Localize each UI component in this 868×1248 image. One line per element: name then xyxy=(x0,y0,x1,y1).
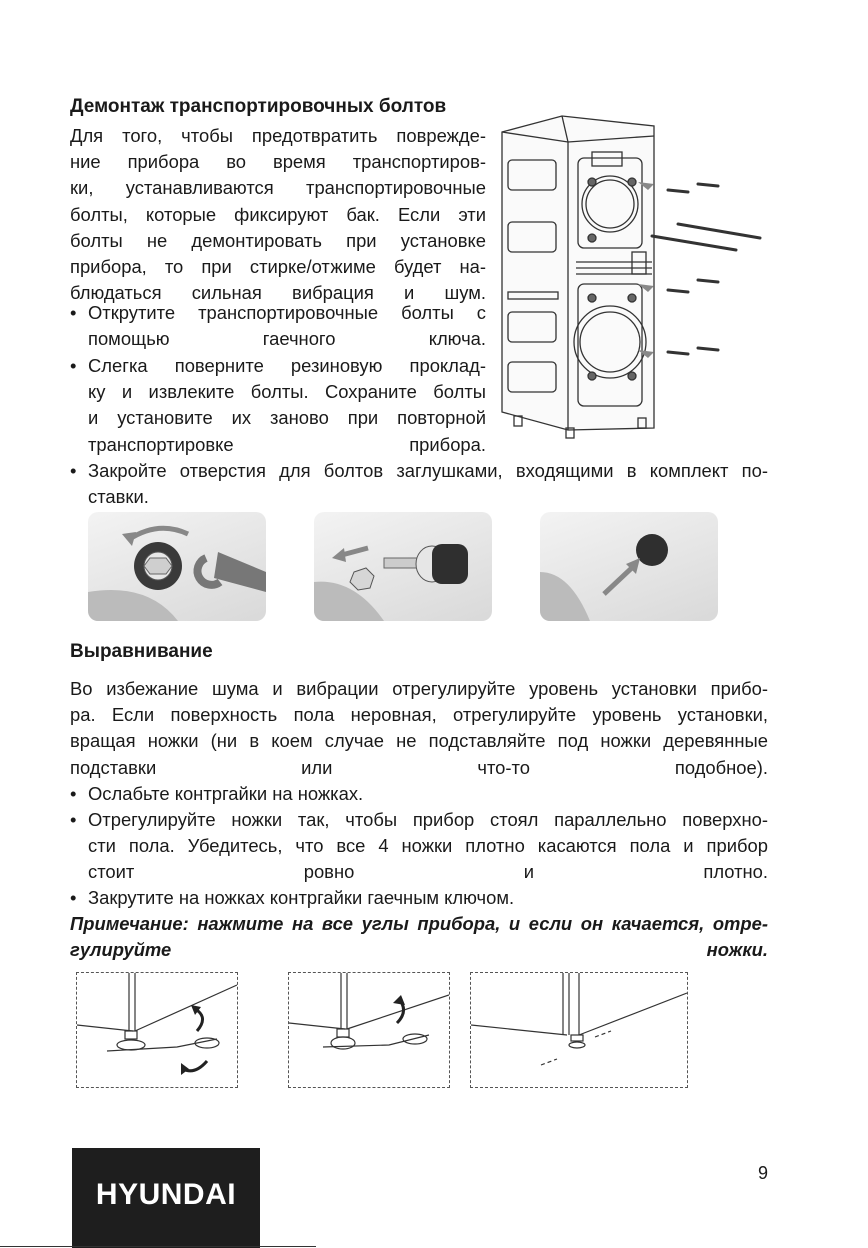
text-line: Ослабьте контргайки на ножках. xyxy=(88,783,364,804)
text-line: и установите их заново при повторной xyxy=(88,407,486,429)
text-line jl: блюдаться сильная вибрация и шум. xyxy=(70,282,486,304)
diagram-loosen-nut xyxy=(76,972,238,1088)
text-line: Закройте отверстия для болтов заглушками, входящими в комплект по- xyxy=(88,460,768,481)
bullet-item-loosen xyxy=(88,781,768,807)
text-line: прибора, то при стирке/отжиме будет на- xyxy=(70,256,486,278)
text-line: Слегка поверните резиновую проклад- xyxy=(88,355,486,376)
diagram-adjust-foot xyxy=(288,972,450,1088)
bullet-item-plugs xyxy=(88,458,768,510)
text-line: транспортировке прибора. xyxy=(88,433,486,455)
diagram-level-check xyxy=(470,972,688,1088)
section-heading-bolts: Демонтаж транспортировочных болтов xyxy=(70,96,447,117)
text-line: Открутите транспортировочные болты с xyxy=(88,302,486,323)
photo-insert-plug xyxy=(540,512,718,621)
text-line: ра. Если поверхность пола неровная, отрегулируйте уровень установки, xyxy=(70,704,768,726)
text-line: стоит ровно и плотно. xyxy=(88,861,768,883)
text-line: ку и извлеките болты. Сохраните болты xyxy=(88,381,486,403)
brand-logo-text: HYUNDAI xyxy=(95,1178,237,1211)
note-paragraph xyxy=(70,911,768,963)
text-line: Отрегулируйте ножки так, чтобы прибор стоял параллельно поверхно- xyxy=(88,809,768,830)
text-line: ставки. xyxy=(88,486,149,508)
photo-pull-bolt xyxy=(314,512,492,621)
text-line: ки, устанавливаются транспортировочные xyxy=(70,177,486,199)
text-line: ние прибора во время транспортиров- xyxy=(70,151,486,173)
section-heading-leveling: Выравнивание xyxy=(70,641,213,662)
bullet-marker: • xyxy=(70,460,77,481)
bullet-marker: • xyxy=(70,783,77,804)
bullet-item-adjust-feet xyxy=(88,807,768,886)
footer-rule xyxy=(0,1246,316,1247)
text-line: Для того, чтобы предотвратить поврежде- xyxy=(70,125,486,146)
photo-wrench-unscrew xyxy=(88,512,266,621)
text-line: болты не демонтировать при установке xyxy=(70,229,486,251)
bullet-item-remove-bolts xyxy=(88,353,486,458)
bullet-item-tighten xyxy=(88,885,768,911)
text-line: подставки или что-то подобное). xyxy=(70,756,768,778)
text-line: вращая ножки (ни в коем случае не подставляйте под ножки деревянные xyxy=(70,730,768,752)
bullet-marker: • xyxy=(70,887,77,908)
text-line: помощью гаечного ключа. xyxy=(88,328,486,350)
bolts-intro-paragraph xyxy=(70,123,486,306)
bullet-marker: • xyxy=(70,302,77,323)
text-line: Закрутите на ножках контргайки гаечным ключом. xyxy=(88,887,515,908)
text-line: Во избежание шума и вибрации отрегулируйте уровень установки прибо- xyxy=(70,678,768,699)
bullet-marker: • xyxy=(70,809,77,830)
text-line: гулируйте ножки. xyxy=(70,939,768,960)
bullet-item-unscrew xyxy=(88,300,486,352)
page-number: 9 xyxy=(757,1163,768,1183)
text-line: болты, которые фиксируют бак. Если эти xyxy=(70,203,486,225)
brand-logo xyxy=(72,1148,260,1248)
washer-back-illustration xyxy=(492,112,772,442)
bullet-marker: • xyxy=(70,355,77,376)
text-line: Примечание: нажмите на все углы прибора, и если он качается, отре- xyxy=(70,913,768,934)
leveling-intro-paragraph xyxy=(70,676,768,781)
text-line: сти пола. Убедитесь, что все 4 ножки плотно касаются пола и прибор xyxy=(88,835,768,857)
